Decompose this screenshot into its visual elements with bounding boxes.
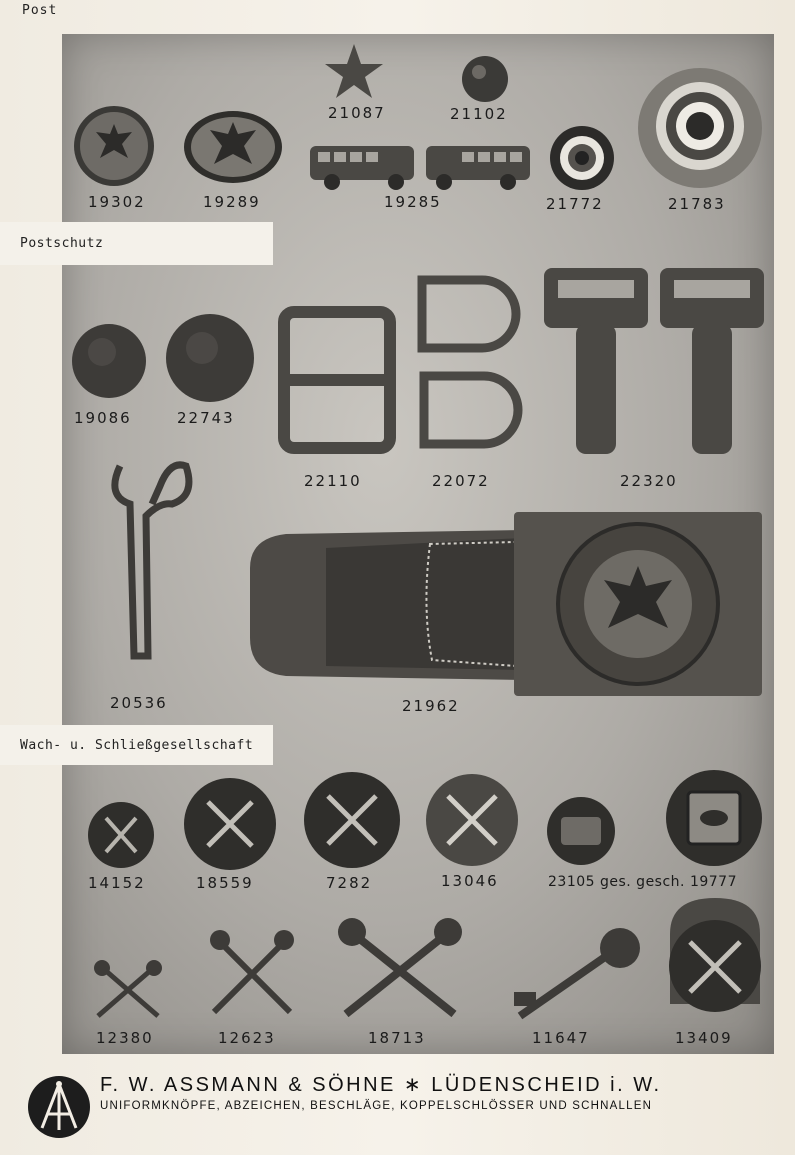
section-label-wach: Wach- u. Schließgesellschaft [0, 725, 273, 765]
button-eagle-small [72, 104, 156, 188]
company-logo-icon [26, 1074, 92, 1140]
emblem-button [664, 768, 764, 868]
item-number-21772: 21772 [546, 195, 604, 213]
keys-badge [662, 894, 768, 1018]
keys-button-large [302, 770, 402, 870]
crossed-keys-small [88, 956, 168, 1022]
item-number-13409: 13409 [675, 1029, 733, 1047]
item-number-12380: 12380 [96, 1029, 154, 1047]
single-key [508, 920, 650, 1028]
item-number-11647: 11647 [532, 1029, 590, 1047]
item-number-14152: 14152 [88, 874, 146, 892]
d-ring-upper [412, 270, 522, 360]
d-ring-lower [414, 366, 524, 456]
item-number-21962: 21962 [402, 697, 460, 715]
item-number-22110: 22110 [304, 472, 362, 490]
item-number-23105: 23105 ges. gesch. 19777 [548, 874, 737, 890]
item-number-18559: 18559 [196, 874, 254, 892]
item-number-18713: 18713 [368, 1029, 426, 1047]
item-number-21087: 21087 [328, 104, 386, 122]
star-insignia [323, 42, 385, 100]
section-label-postschutz: Postschutz [0, 222, 273, 265]
item-number-19086: 19086 [74, 409, 132, 427]
cockade-wreath [636, 66, 764, 190]
item-number-22320: 22320 [620, 472, 678, 490]
belt-hook-left [540, 264, 652, 460]
slide-buckle [278, 306, 396, 454]
item-number-19302: 19302 [88, 193, 146, 211]
belt-buckle-with-tab [246, 508, 764, 700]
bus-insignia-left [306, 142, 418, 192]
crossed-keys-medium [204, 922, 300, 1020]
pebbled-button-small [70, 322, 148, 400]
button-eagle-large [182, 110, 284, 184]
bus-insignia-right [422, 142, 534, 192]
item-number-19289: 19289 [203, 193, 261, 211]
item-number-22743: 22743 [177, 409, 235, 427]
cockade-small [548, 124, 616, 192]
item-number-12623: 12623 [218, 1029, 276, 1047]
catalog-footer [0, 1058, 795, 1155]
belt-hook-right [656, 264, 768, 460]
company-name: F. W. ASSMANN & SÖHNE ∗ LÜDENSCHEID i. W. [100, 1074, 662, 1096]
keys-button-small [86, 800, 156, 870]
animal-button [545, 795, 617, 867]
item-number-20536: 20536 [110, 694, 168, 712]
pebbled-button-large [164, 312, 256, 404]
company-tagline: UNIFORMKNÖPFE, ABZEICHEN, BESCHLÄGE, KOPPELSCHLÖSSER UND SCHNALLEN [100, 1100, 653, 1112]
wire-hook [100, 456, 200, 662]
item-number-21102: 21102 [450, 105, 508, 123]
crossed-keys-large [334, 914, 466, 1024]
keys-button-medium [182, 776, 278, 872]
dome-button [460, 54, 510, 104]
item-number-13046: 13046 [441, 872, 499, 890]
item-number-7282: 7282 [326, 874, 373, 892]
keys-button-light [424, 772, 520, 868]
section-label-post: Post [22, 3, 58, 18]
item-number-19285: 19285 [384, 193, 442, 211]
item-number-22072: 22072 [432, 472, 490, 490]
item-number-21783: 21783 [668, 195, 726, 213]
